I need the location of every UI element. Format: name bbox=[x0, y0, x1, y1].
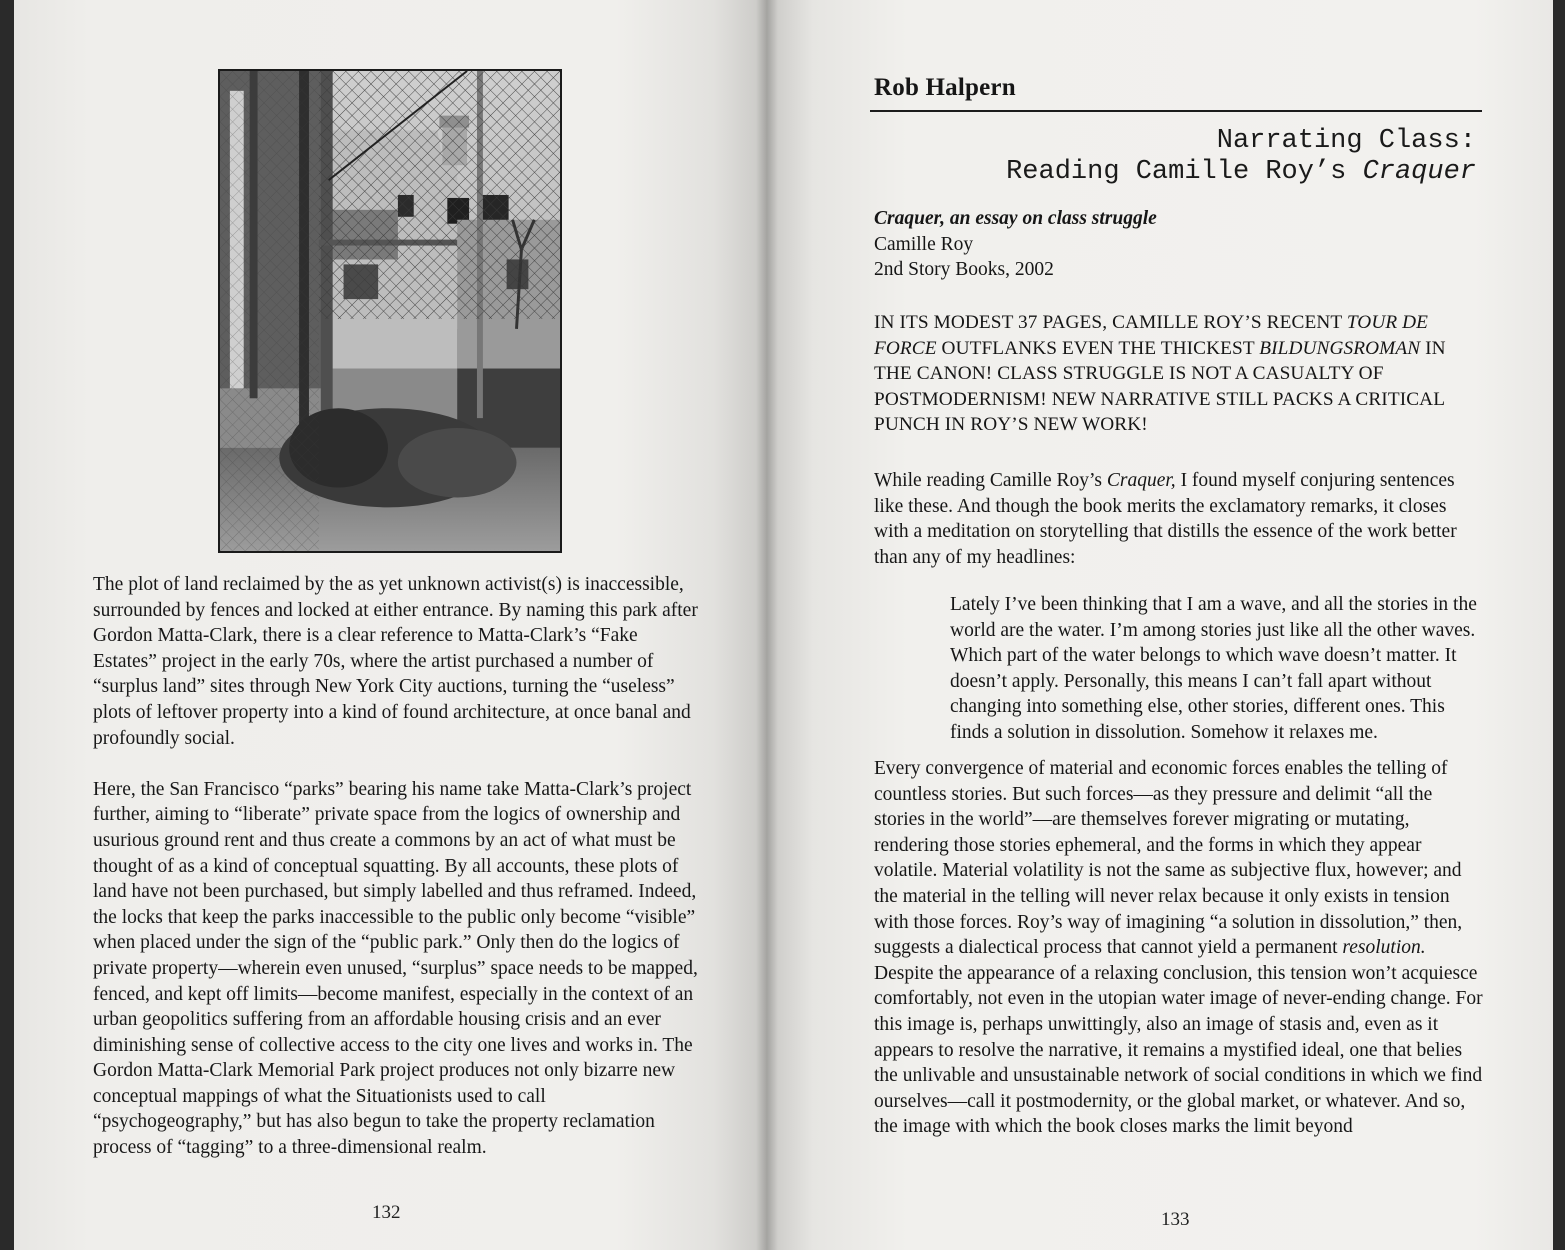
fence-photo bbox=[218, 69, 562, 553]
headline-caps bbox=[874, 310, 1484, 438]
book-gutter bbox=[756, 0, 778, 1250]
page-number-right: 133 bbox=[1161, 1209, 1190, 1230]
title-line-1: Narrating Class: bbox=[1216, 126, 1476, 156]
bib-title-italic: Craquer bbox=[874, 208, 941, 229]
caps-part: OUTFLANKS EVEN THE THICKEST bbox=[936, 337, 1260, 359]
intro-italic: Craquer, bbox=[1106, 470, 1176, 491]
caps-italic: TOUR DE FORCE bbox=[874, 312, 1429, 359]
bib-title bbox=[874, 206, 1474, 232]
title-line-2 bbox=[870, 157, 1476, 188]
body-paragraph: Here, the San Francisco “parks” bearing his name take Matta-Clark’s project further, aiming to “liberate” private space from the logics of ownership and usurious ground rent and thus create a commons by an act of what must be thought of as a kind of conceptual squatting. By all accounts, these plots of land have not been purchased, but simply labelled and thus reframed. Indeed, the locks that keep the parks inaccessible to the public only become “visible” when placed under the sign of the “public park.” Only then do the logics of private property—wherein even unused, “surplus” space needs to be mapped, fenced, and kept off limits—become manifest, especially in the context of an urban geopolitics suffering from an affordable housing crisis and an ever diminishing sense of collective access to the city one lives and works in. The Gordon Matta-Clark Memorial Park project produces not only bizarre new conceptual mappings of what the Situationists used to call “psychogeography,” but has also begun to take the property reclamation process of “tagging” to a three-dimensional realm. bbox=[93, 778, 698, 1159]
left-page-text bbox=[93, 572, 703, 1161]
bib-publisher: 2nd Story Books, 2002 bbox=[874, 259, 1054, 281]
caps-italic: BILDUNGSROMAN bbox=[1259, 337, 1421, 359]
caps-part: IN THE CANON! CLASS STRUGGLE IS NOT A CASUALTY OF POSTMODERNISM! NEW NARRATIVE STILL PACKS A CRITICAL PUNCH IN ROY’S NEW WORK! bbox=[874, 337, 1446, 436]
left-page bbox=[14, 0, 766, 1250]
body-paragraph-right bbox=[874, 756, 1486, 1140]
intro-text: While reading Camille Roy’s bbox=[874, 470, 1107, 491]
article-title bbox=[870, 126, 1476, 188]
title-book-name: Craquer bbox=[1362, 157, 1476, 187]
body-text: Every convergence of material and economic forces enables the telling of countless stories. But such forces—as they pressure and delimit “all the stories in the world”—are themselves forever migrating or mutating, rendering those stories ephemeral, and the forms in which they appear volatile. Material volatility is not the same as subjective flux, however; and the material in the telling will never relax because it only exists in tension with those forces. Roy’s way of imagining “a solution in dissolution,” then, suggests a dialectical process that cannot yield a permanent bbox=[874, 758, 1463, 959]
bib-author: Camille Roy bbox=[874, 233, 974, 255]
caption-paragraph: The plot of land reclaimed by the as yet unknown activist(s) is inaccessible, surrounded by fences and locked at either entrance. By naming this park after Gordon Matta-Clark, there is a clear reference to Matta-Clark’s “Fake Estates” project in the early 70s, where the artist purchased a number of “surplus land” sites through New York City auctions, turning the “useless” plots of leftover property into a kind of found architecture, at once banal and profoundly social. bbox=[93, 574, 698, 749]
body-text: Despite the appearance of a relaxing conclusion, this tension won’t acquiesce comfortably, not even in the utopian water image of never-ending change. For this image is, perhaps unwittingly, also an image of stasis and, even as it appears to resolve the narrative, it remains a mystified ideal, one that belies the unlivable and unsustainable network of social conditions in which we find ourselves—call it postmodernity, or the global market, or whatever. And so, the image with which the book closes marks the limit beyond bbox=[874, 962, 1483, 1138]
block-quote: Lately I’ve been thinking that I am a wave, and all the stories in the world are the water. I’m among stories just like all the other waves. Which part of the water belongs to which wave doesn’t matter. It doesn’t apply. Personally, this means I can’t fall apart without changing into something else, other stories, different ones. This finds a solution in dissolution. Somehow it relaxes me. bbox=[950, 594, 1477, 743]
bib-title-rest: , an essay on class struggle bbox=[940, 208, 1157, 229]
body-italic: resolution. bbox=[1342, 937, 1426, 959]
author-name: Rob Halpern bbox=[874, 74, 1016, 101]
caps-part: IN ITS MODEST 37 PAGES, CAMILLE ROY’S RECENT bbox=[874, 312, 1347, 333]
intro-paragraph bbox=[874, 468, 1484, 570]
right-page bbox=[766, 0, 1553, 1250]
header-rule bbox=[870, 110, 1482, 112]
bibliographic-info bbox=[874, 206, 1474, 283]
page-number-left: 132 bbox=[372, 1202, 401, 1223]
intro-text: I found myself conjuring sentences like these. And though the book merits the exclamatory remarks, it closes with a meditation on storytelling that distills the essence of the work better than any of my headlines: bbox=[874, 470, 1457, 568]
title-line-2-text: Reading Camille Roy’s bbox=[1006, 157, 1363, 187]
